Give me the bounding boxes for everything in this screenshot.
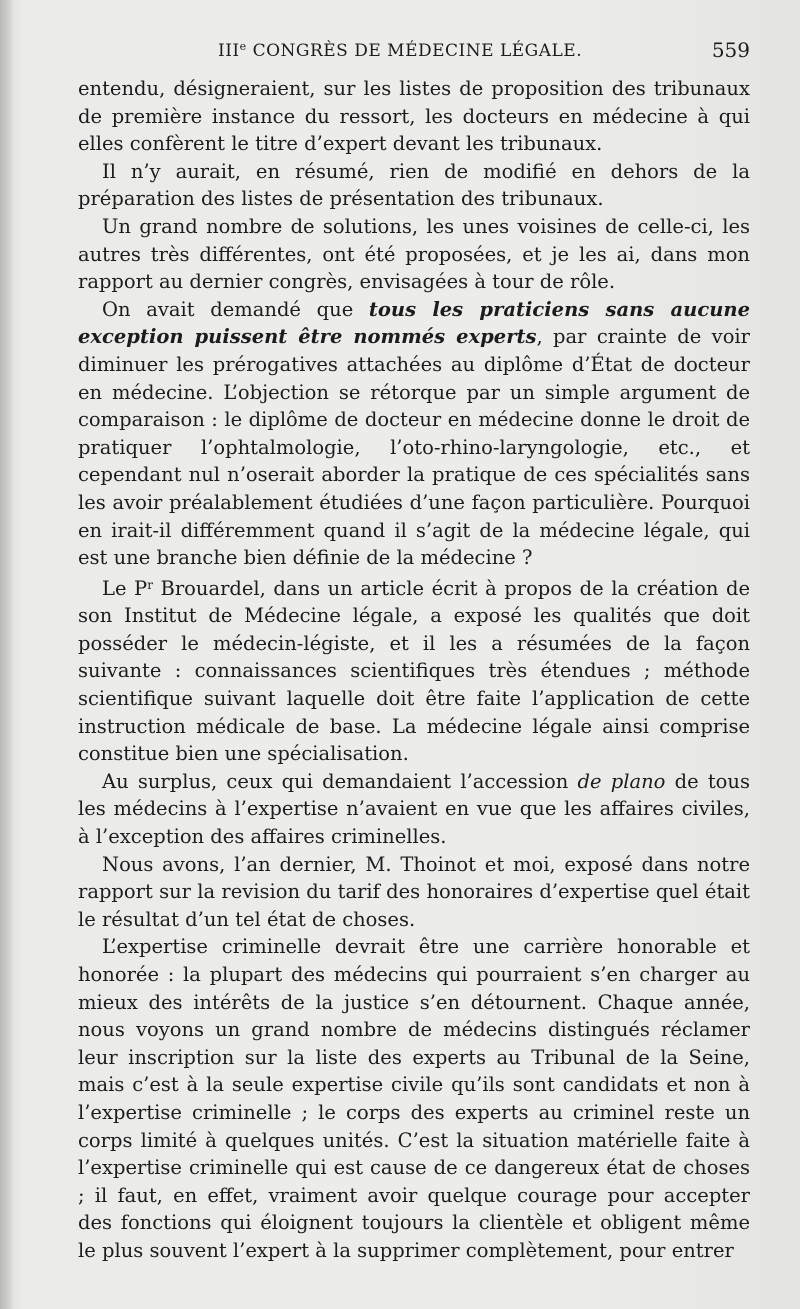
paragraph-1: entendu, désigneraient, sur les listes de proposition des tribunaux de première instance du ressort, les docteurs en médecine à qui elles confèrent le titre d’expert devant les tribunaux. [78, 77, 750, 156]
congress-ordinal: III [218, 41, 240, 61]
paragraph-4-emphasis: tous les praticiens sans aucune exception puissent être nommés experts [78, 297, 750, 349]
paragraph-5-superscript: r [147, 577, 153, 592]
paragraph-5-before: Le P [102, 576, 148, 600]
paragraph-6 [78, 768, 750, 851]
paragraph-2: Il n’y aurait, en résumé, rien de modifié en dehors de la préparation des listes de présentation des tribunaux. [78, 159, 750, 211]
paragraph-5-after: Brouardel, dans un article écrit à propos de la création de son Institut de Médecine légale, a exposé les qualités que doit posséder le médecin-légiste, et il les a résumées de la façon suivante : connaissances scientifiques très étendues ; méthode scientifique suivant laquelle doit être faite l’application de cette instruction médicale de base. La médecine légale ainsi comprise constitue bien une spécialisation. [78, 576, 750, 766]
page-header [78, 32, 750, 72]
paragraph-4-after: , par crainte de voir diminuer les prérogatives attachées au diplôme d’État de docteur en médecine. L’objection se rétorque par un simple argument de comparaison : le diplôme de docteur en médecine donne le droit de pratiquer l’ophtalmologie, l’oto-rhino-laryngologie, etc., et cependant nul n’oserait aborder la pratique de ces spécialités sans les avoir préalablement étudiées d’une façon particulière. Pourquoi en irait-il différemment quand il s’agit de la médecine légale, qui est une branche bien définie de la médecine ? [78, 325, 750, 570]
body-text [78, 75, 750, 1265]
paragraph-4-before: On avait demandé que [102, 297, 369, 321]
page-number: 559 [711, 38, 750, 62]
paragraph-6-before: Au surplus, ceux qui demandaient l’accession [102, 769, 578, 793]
paragraph-7: Nous avons, l’an dernier, M. Thoinot et moi, exposé dans notre rapport sur la revision du tarif des honoraires d’expertise quel était le résultat d’un tel état de choses. [78, 852, 750, 931]
paragraph-8: L’expertise criminelle devrait être une carrière honorable et honorée : la plupart des médecins qui pourraient s’en charger au mieux des intérêts de la justice s’en détournent. Chaque année, nous voyons un grand nombre de médecins distingués réclamer leur inscription sur la liste des experts au Tribunal de la Seine, mais c’est à la seule expertise civile qu’ils sont candidats et non à l’expertise criminelle ; le corps des experts au criminel reste un corps limité à quelques unités. C’est la situation matérielle faite à l’expertise criminelle qui est cause de ce dangereux état de choses ; il faut, en effet, vraiment avoir quelque courage pour accepter des fonctions qui éloignent toujours la clientèle et obligent même le plus souvent l’expert à la supprimer complètement, pour entrer [78, 935, 750, 1262]
binding-shadow [0, 0, 14, 1309]
paragraph-5 [78, 572, 750, 768]
running-head-title: CONGRÈS DE MÉDECINE LÉGALE. [252, 41, 583, 61]
paragraph-3: Un grand nombre de solutions, les unes voisines de celle-ci, les autres très différentes, ont été proposées, et je les ai, dans mon rapport au dernier congrès, envisagées à tour de rôle. [78, 214, 750, 294]
paragraph-6-after: de tous les médecins à l’expertise n’avaient en vue que les affaires civiles, à l’exception des affaires criminelles. [78, 769, 750, 849]
congress-ordinal-suffix: e [239, 40, 247, 53]
running-head [218, 40, 582, 61]
paragraph-4 [78, 296, 750, 572]
paragraph-6-italic: de plano [577, 769, 666, 793]
